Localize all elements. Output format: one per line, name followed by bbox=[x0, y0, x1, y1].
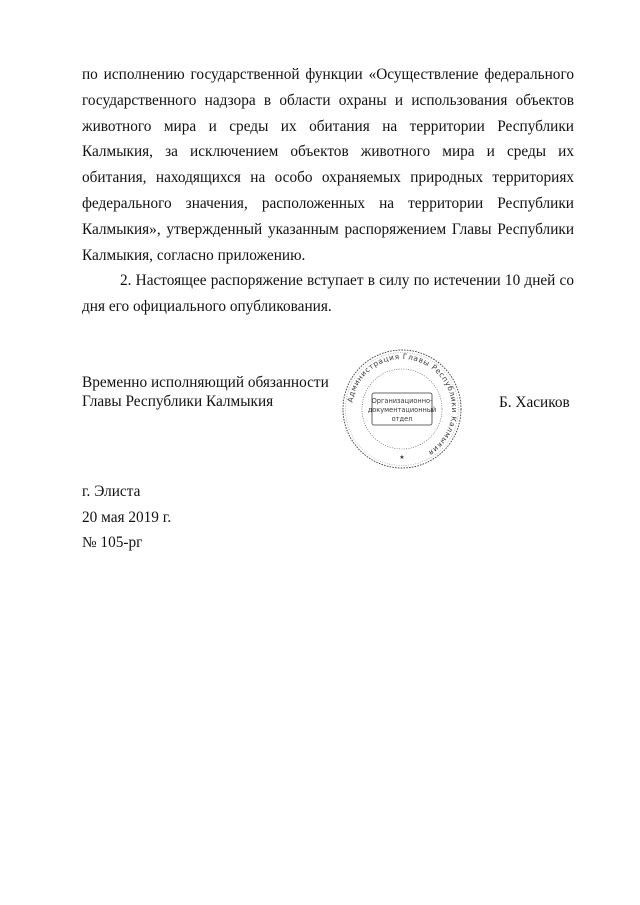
seal-inner-line-3: отдел bbox=[391, 415, 413, 423]
document-number: № 105-рг bbox=[82, 534, 143, 551]
position-line-1: Временно исполняющий обязанности bbox=[82, 374, 329, 391]
seal-outer-text: Администрация Главы Республики Калмыкия bbox=[345, 351, 460, 458]
paragraph-item-2: 2. Настоящее распоряжение вступает в силу по истечении 10 дней со дня его официального опубликования. bbox=[82, 272, 574, 316]
position-line-2: Главы Республики Калмыкия bbox=[82, 393, 274, 410]
official-seal-stamp bbox=[340, 347, 464, 471]
paragraph-continuation: по исполнению государственной функции «Осуществление федерального государственного надзора в области охраны и использования объектов животного мира и среды их обитания на территории Республики Калмыкия, за исключением объектов животного мира и среды их обитания, находящихся на особо охраняемых природных территориях федерального значения, расположенных на территории Республики Калмыкия», утвержденный указанным распоряжением Главы Республики Калмыкия, согласно приложению. bbox=[82, 66, 574, 264]
seal-inner-line-1: Организационно- bbox=[371, 397, 433, 405]
signatory-position bbox=[82, 373, 382, 411]
document-body bbox=[82, 62, 574, 320]
seal-inner-line-2: документационный bbox=[367, 406, 437, 414]
issue-date: 20 мая 2019 г. bbox=[82, 508, 172, 526]
issue-city: г. Элиста bbox=[82, 483, 141, 500]
seal-star-icon: ★ bbox=[399, 454, 405, 461]
document-meta bbox=[82, 479, 171, 556]
signer-name: Б. Хасиков bbox=[499, 394, 570, 411]
